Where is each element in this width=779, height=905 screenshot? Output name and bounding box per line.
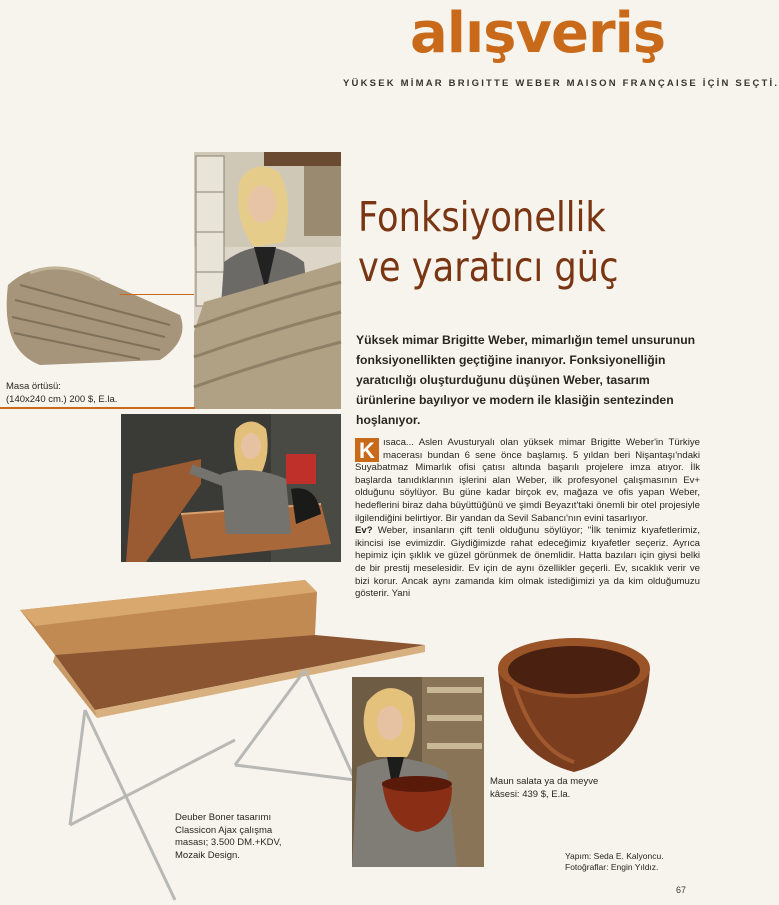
connector-rule bbox=[120, 294, 194, 295]
product-bowl bbox=[494, 634, 654, 774]
caption-rule-tablecloth bbox=[0, 407, 195, 409]
photo-credits bbox=[565, 851, 715, 873]
article-headline bbox=[358, 192, 659, 292]
caption-desk-line3: masası; 3.500 DM.+KDV, bbox=[175, 837, 282, 848]
caption-bowl bbox=[490, 776, 650, 801]
dropcap: K bbox=[355, 438, 379, 462]
caption-desk-line2: Classicon Ajax çalışma bbox=[175, 824, 273, 836]
article-intro: Yüksek mimar Brigitte Weber, mimarlığın temel unsurunun fonksiyonellikten geçtiğine inanıyor. Fonksiyonelliğin yaratıcılığı oluşturduğunu düşünen Weber, tasarım ürünlerine bayılıyor ve modern ile klasiğin sentezinden hoşlanıyor. bbox=[356, 333, 696, 427]
photo-weber-desk bbox=[121, 414, 341, 562]
credits-line1: Yapım: Seda E. Kalyoncu. bbox=[565, 851, 664, 861]
caption-desk-line1: Deuber Boner tasarımı bbox=[175, 812, 272, 823]
credits-line2: Fotoğraflar: Engin Yıldız. bbox=[565, 862, 659, 872]
caption-bowl-line2: kâsesi: 439 $, E.la. bbox=[490, 788, 571, 800]
page-number: 67 bbox=[676, 885, 687, 895]
caption-bowl-line1: Maun salata ya da meyve bbox=[490, 776, 599, 787]
headline-line1: Fonksiyonellik bbox=[358, 193, 606, 241]
caption-desk bbox=[175, 812, 345, 862]
body-paragraph-2-lead: Ev? bbox=[355, 525, 373, 537]
body-paragraph-1: ısaca... Aslen Avusturyalı olan yüksek mimar Brigitte Weber'in Türkiye macerası bundan 6 sene önce başlamış. 5 yıldan beri Nişantaşı'ndaki Suyabatmaz Mimarlık ofisi çatısı altında başarılı projelere imza atıyor. İlk başlarda tanıdıklarının işlerini alan Weber, ilk profesyonel çalışmasının Ev+ olduğunu söylüyor. Bu güne kadar birçok ev, mağaza ve ofis yapan Weber, hedeflerini biraz daha büyüttüğünü ve şimdi Beyazıt'taki önemli bir otel projesiyle ilgilendiğini belirtiyor. Bir yandan da Sevil Sabancı'nın evini tasarlıyor. bbox=[355, 437, 700, 524]
caption-desk-line4: Mozaik Design. bbox=[175, 849, 240, 861]
section-title: alışveriş bbox=[410, 1, 666, 66]
caption-tablecloth bbox=[6, 381, 186, 406]
photo-weber-tablecloth bbox=[194, 152, 341, 409]
caption-tablecloth-line1: Masa örtüsü: bbox=[6, 381, 61, 392]
body-paragraph-2: Weber, insanların çift tenli olduğunu söylüyor; "İlk tenimiz kıyafetlerimiz, ikincisi ise evimizdir. Giydiğimizde rahat edeceğimiz kıyafetler seçeriz. Ayrıca hepimiz için şıklık ve güzel görünmek de önemlidir. Hatta bazıları için giysi belki de bir prestij meselesidir. Ev için de aynı özellikler geçerli. Ev, sıcaklık verir ve bizi korur. Ancak aynı zamanda kim olmak istediğimizi ya da kim olduğumuzu gösterir. Yani bbox=[355, 525, 700, 600]
product-tablecloth bbox=[0, 255, 195, 375]
caption-tablecloth-line2: (140x240 cm.) 200 $, E.la. bbox=[6, 393, 118, 405]
photo-weber-bowl bbox=[352, 677, 484, 867]
headline-line2: ve yaratıcı güç bbox=[358, 243, 619, 291]
section-subtitle: YÜKSEK MİMAR BRIGITTE WEBER MAISON FRANÇAISE İÇİN SEÇTİ. bbox=[343, 78, 779, 89]
